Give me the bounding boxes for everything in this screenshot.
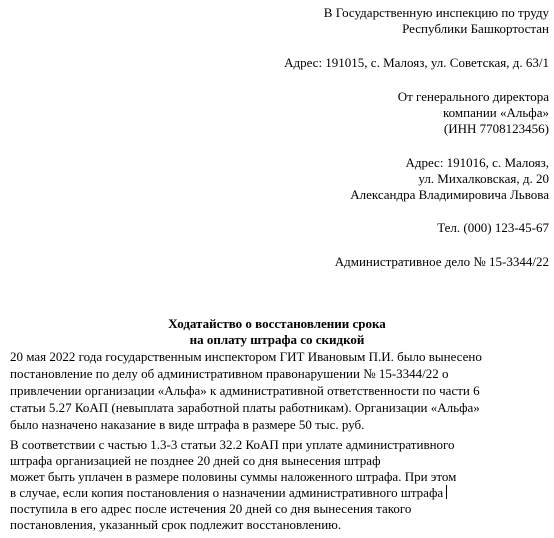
- paragraph-2-line-6: постановления, указанный срок подлежит восстановлению.: [10, 517, 342, 532]
- paragraph-1-line-1: 20 мая 2022 года государственным инспектором ГИТ Ивановым П.И. было вынесено: [10, 349, 482, 364]
- paragraph-1-line-3: привлечении организации «Альфа» к административной ответственности по части 6: [10, 383, 480, 398]
- from-line-3: (ИНН 7708123456): [443, 121, 549, 136]
- paragraph-2-line-5: поступила в его адрес после истечения 20 дней со дня вынесения такого: [10, 501, 412, 516]
- paragraph-1-line-4: статьи 5.27 КоАП (невыплата заработной платы работникам). Организации «Альфа»: [10, 400, 480, 415]
- paragraph-2-line-2: штрафа организацией не позднее 20 дней со дня вынесения штраф: [10, 453, 381, 468]
- paragraph-1-line-2: постановление по делу об административном правонарушении № 15-3344/22 о: [10, 366, 449, 381]
- paragraph-2-line-4: [10, 485, 447, 501]
- sender-address-line-2: ул. Михалковская, д. 20: [418, 171, 549, 186]
- recipient-line-2: Республики Башкортостан: [402, 21, 549, 36]
- paragraph-2-line-4-text: в случае, если копия постановления о назначении административного штрафа: [10, 485, 444, 500]
- phone: Тел. (000) 123-45-67: [437, 220, 549, 235]
- text-cursor: [446, 485, 447, 499]
- recipient-address: Адрес: 191015, с. Малояз, ул. Советская, д. 63/1: [284, 55, 549, 70]
- sender-name: Александра Владимировича Львова: [350, 187, 549, 202]
- recipient-line-1: В Государственную инспекцию по труду: [323, 5, 549, 20]
- title-line-1: Ходатайство о восстановлении срока: [168, 316, 386, 331]
- title-line-2: на оплату штрафа со скидкой: [189, 332, 365, 347]
- paragraph-2-line-3: может быть уплачен в размере половины суммы наложенного штрафа. При этом: [10, 469, 457, 484]
- from-line-1: От генерального директора: [397, 89, 549, 104]
- paragraph-1-line-5: было назначено наказание в виде штрафа в размере 50 тыс. руб.: [10, 417, 365, 432]
- paragraph-2-line-1: В соответствии с частью 1.3-3 статьи 32.2 КоАП при уплате административного: [10, 437, 455, 452]
- case-number: Административное дело № 15-3344/22: [334, 254, 549, 269]
- sender-address-line-1: Адрес: 191016, с. Малояз,: [405, 155, 549, 170]
- from-line-2: компании «Альфа»: [443, 105, 549, 120]
